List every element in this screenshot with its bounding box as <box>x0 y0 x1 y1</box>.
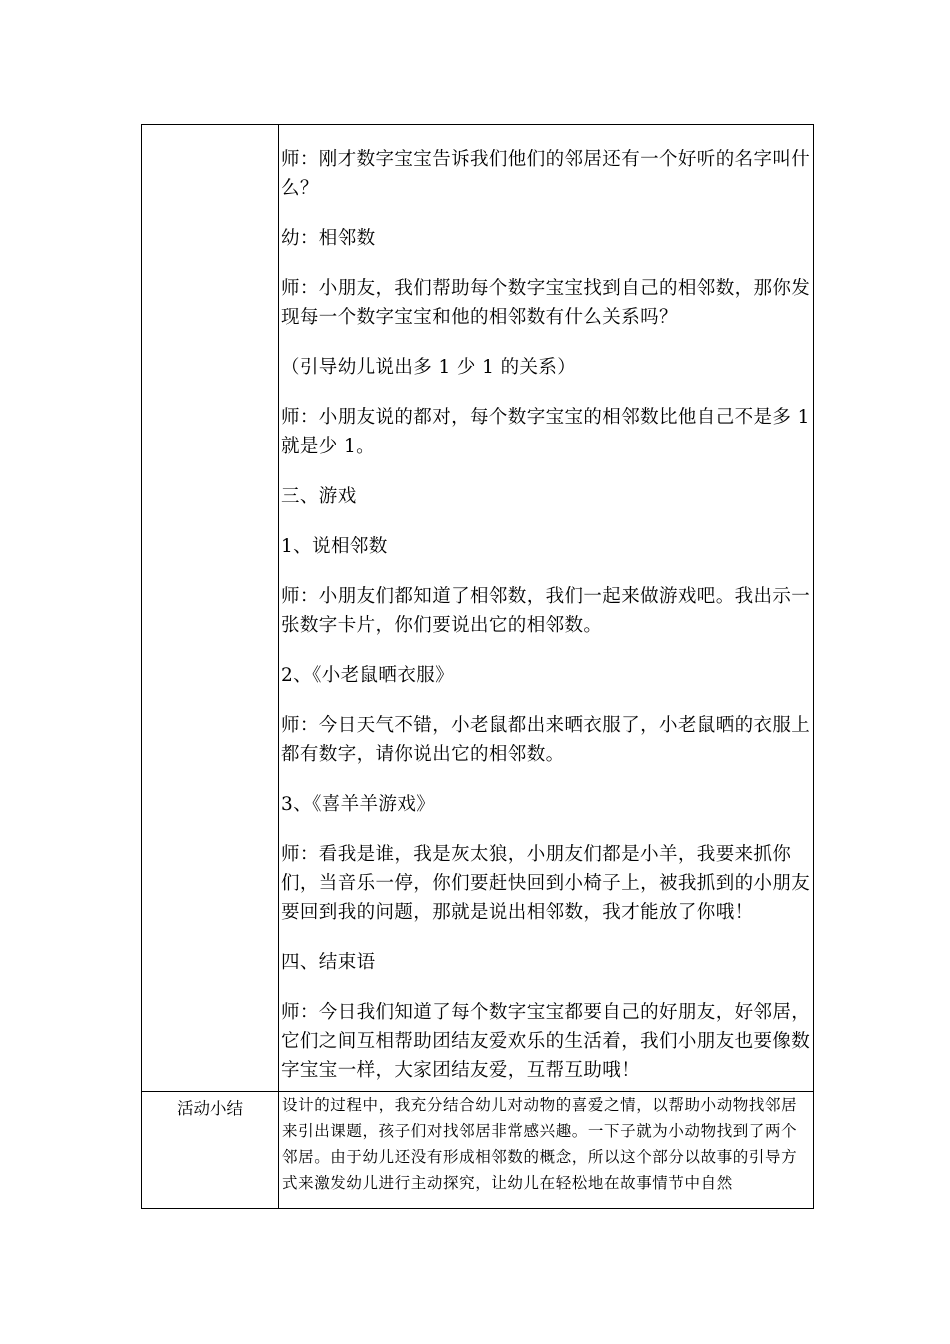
section-heading: 三、游戏 <box>281 486 357 507</box>
summary-label: 活动小结 <box>142 1092 279 1209</box>
subsection-heading: 1、说相邻数 <box>281 536 388 557</box>
paragraph: 幼：相邻数 <box>281 228 376 249</box>
paragraph: 师：小朋友说的都对，每个数字宝宝的相邻数比他自己不是多 1 就是少 1。 <box>281 407 810 457</box>
process-content-cell <box>279 125 814 1092</box>
paragraph: （引导幼儿说出多 1 少 1 的关系） <box>281 357 577 378</box>
paragraph: 师：看我是谁，我是灰太狼，小朋友们都是小羊，我要来抓你们，当音乐一停，你们要赶快回到小椅子上，被我抓到的小朋友要回到我的问题，那就是说出相邻数，我才能放了你哦！ <box>281 844 811 923</box>
paragraph: 师：小朋友，我们帮助每个数字宝宝找到自己的相邻数，那你发现每一个数字宝宝和他的相邻数有什么关系吗？ <box>281 278 811 328</box>
lesson-plan-table <box>141 124 814 1209</box>
subsection-heading: 2、《小老鼠晒衣服》 <box>281 665 455 686</box>
paragraph: 师：今日天气不错，小老鼠都出来晒衣服了，小老鼠晒的衣服上都有数字，请你说出它的相邻数。 <box>281 715 811 765</box>
section-heading: 四、结束语 <box>281 952 376 973</box>
paragraph: 师：小朋友们都知道了相邻数，我们一起来做游戏吧。我出示一张数字卡片，你们要说出它的相邻数。 <box>281 586 811 636</box>
process-row <box>142 125 814 1092</box>
subsection-heading: 3、《喜羊羊游戏》 <box>281 794 436 815</box>
paragraph: 师：今日我们知道了每个数字宝宝都要自己的好朋友，好邻居，它们之间互相帮助团结友爱欢乐的生活着，我们小朋友也要像数字宝宝一样，大家团结友爱，互帮互助哦！ <box>281 1002 811 1081</box>
paragraph: 师：刚才数字宝宝告诉我们他们的邻居还有一个好听的名字叫什么？ <box>281 149 811 199</box>
summary-row <box>142 1092 814 1209</box>
summary-text: 设计的过程中，我充分结合幼儿对动物的喜爱之情，以帮助小动物找邻居来引出课题，孩子们对找邻居非常感兴趣。一下子就为小动物找到了两个邻居。由于幼儿还没有形成相邻数的概念，所以这个部分以故事的引导方式来激发幼儿进行主动探究，让幼儿在轻松地在故事情节中自然 <box>279 1092 814 1209</box>
process-label-cell <box>142 125 279 1092</box>
